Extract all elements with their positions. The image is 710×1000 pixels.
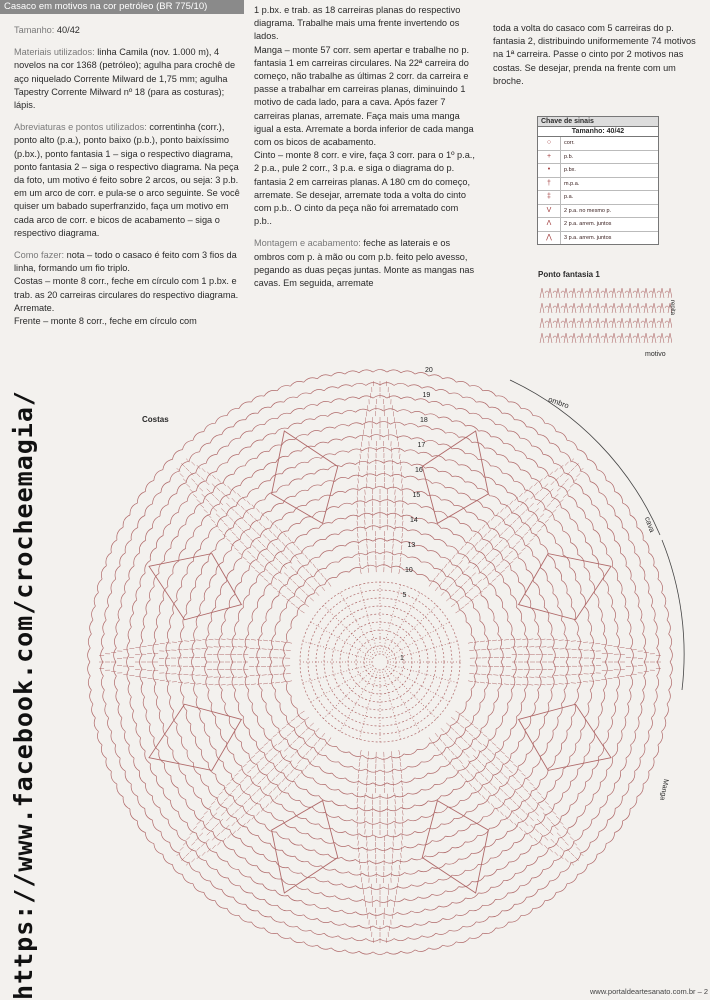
key-symbol-icon: • (538, 164, 561, 177)
row-number: 16 (415, 467, 423, 474)
key-row (538, 218, 658, 232)
key-size: Tamanho: 40/42 (538, 127, 658, 137)
page-header-title: Casaco em motivos na cor petróleo (BR 775/10) (4, 1, 208, 12)
cava-label: cava (642, 515, 657, 534)
abreviaturas-text: correntinha (corr.), ponto alto (p.a.), ponto baixo (p.b.), ponto baixíssimo (p.bx.), ponto fantasia 1 – siga o respectivo diagrama, ponto fantasia 2 – siga o respectivo diagrama. Na peça da foto, um motivo é feito sobre 2 arcos, ou seja: 3 p.b. em um arco de corr. e pula-se o arco seguinte. Se você quiser um babado superfranzido, faça um motivo em cada arco de corr. e bicos de acabamento – siga o respectivo diagrama. (14, 122, 240, 238)
key-symbol-icon: Λ (538, 218, 561, 231)
key-symbol-icon: V (538, 205, 561, 218)
row-number: 17 (417, 442, 426, 449)
circular-crochet-diagram (70, 360, 690, 980)
abreviaturas-label: Abreviaturas e pontos utilizados: (14, 122, 147, 133)
key-symbol-icon: ‡ (538, 191, 561, 204)
row-number: 20 (425, 367, 433, 374)
page-header-bar (0, 0, 244, 14)
repita-label: repita (669, 300, 675, 316)
key-symbol-icon: ○ (538, 137, 561, 150)
costas-instructions: Costas – monte 8 corr., feche em círculo com 1 p.bx. e trab. as 20 carreiras circulares do respectivo diagrama. Arremate. (14, 276, 239, 313)
materiais-label: Materiais utilizados: (14, 47, 95, 58)
motivo-label: motivo (645, 351, 666, 358)
frente-continued: 1 p.bx. e trab. as 18 carreiras planas do respectivo diagrama. Trabalhe mais uma frente invertendo os lados. (254, 5, 461, 42)
tamanho-value: 40/42 (56, 25, 80, 35)
montagem-text: feche as laterais e os ombros com p. à mão ou com p.b. feito pelo avesso, pegando as duas peças juntas. Monte as mangas nas cavas. Em seguida, arremate (254, 238, 475, 289)
key-symbol-icon: + (538, 151, 561, 164)
key-label: p.bx. (564, 167, 576, 174)
key-label: p.b. (564, 153, 574, 160)
column-3 (493, 22, 699, 97)
ponto-fantasia-diagram (538, 282, 672, 348)
key-label: m.p.a. (564, 180, 580, 187)
row-number: 15 (412, 492, 421, 499)
tamanho-label: Tamanho: (14, 25, 55, 35)
facebook-watermark: https://www.facebook.com/crocheemagia/ (9, 390, 38, 1000)
row-number: 10 (405, 567, 413, 574)
row-number: 18 (420, 417, 428, 424)
key-label: 2 p.a. arrem. juntos (564, 221, 612, 228)
frente-instructions: Frente – monte 8 corr., feche em círculo com (14, 316, 197, 327)
key-row (538, 191, 658, 205)
row-number: 5 (402, 592, 407, 599)
column-2 (254, 4, 476, 299)
key-row (538, 205, 658, 219)
como-fazer-text: nota – todo o casaco é feito com 3 fios da linha, formando um fio triplo. (14, 250, 237, 274)
cava-arc (662, 540, 684, 690)
costas-label: Costas (142, 415, 169, 424)
row-number: 19 (422, 392, 431, 399)
como-fazer-label: Como fazer: (14, 250, 65, 261)
key-symbol-icon: ⋀ (538, 232, 561, 245)
key-row (538, 178, 658, 192)
row-number: 14 (410, 517, 418, 524)
column-1 (14, 24, 240, 328)
key-label: 2 p.a. no mesmo p. (564, 207, 612, 214)
acabamento-text: toda a volta do casaco com 5 carreiras do p. fantasia 2, distribuindo uniformemente 74 motivos na 1ª carreira. Passe o cinto por 2 motivos nas costas. Se desejar, prenda na frente com um broche. (493, 23, 696, 86)
key-title: Chave de sinais (538, 117, 658, 127)
footer-url: www.portaldeartesanato.com.br – 2 (590, 987, 708, 996)
row-number: 1 (400, 655, 404, 662)
materiais-text: linha Camila (nov. 1.000 m), 4 novelos na cor 1368 (petróleo); agulha para crochê de aço niquelado Corrente Milward de 1,75 mm; agulha Tapestry Corrente Milward nº 18 (para as costuras); lápis. (14, 47, 236, 111)
cinto-instructions: Cinto – monte 8 corr. e vire, faça 3 corr. para o 1º p.a., 2 p.a., pule 2 corr., 3 p.a. e siga o diagrama do p. fantasia 2 em carreiras planas. A 180 cm do começo, arremate. Se desejar, arremate toda a volta do cinto com p.b.. O cinto da peça não foi arrematado com p.b.. (254, 150, 475, 227)
symbol-key-table (537, 116, 659, 245)
key-row (538, 232, 658, 245)
key-row (538, 164, 658, 178)
manga-label: Manga (658, 778, 670, 801)
montagem-label: Montagem e acabamento: (254, 238, 361, 249)
key-symbol-icon: † (538, 178, 561, 191)
row-number: 13 (407, 542, 416, 549)
key-label: corr. (564, 140, 575, 147)
key-row (538, 137, 658, 151)
key-row (538, 151, 658, 165)
key-label: p.a. (564, 194, 574, 201)
key-label: 3 p.a. arrem. juntos (564, 234, 612, 241)
manga-instructions: Manga – monte 57 corr. sem apertar e trabalhe no p. fantasia 1 em carreiras circulares. Na 22ª carreira do começo, não trabalhe as últimas 2 corr. da carreira e passe a trabalhar em carreiras planas, diminuindo 1 motivo de cada lado, para a cava. Após fazer 7 carreiras planas, arremate. Faça mais uma manga igual a esta. Arremate a borda inferior de cada manga com os bicos de acabamento. (254, 44, 474, 148)
ponto-fantasia-title: Ponto fantasia 1 (538, 270, 600, 279)
ombro-label: ombro (547, 394, 571, 411)
